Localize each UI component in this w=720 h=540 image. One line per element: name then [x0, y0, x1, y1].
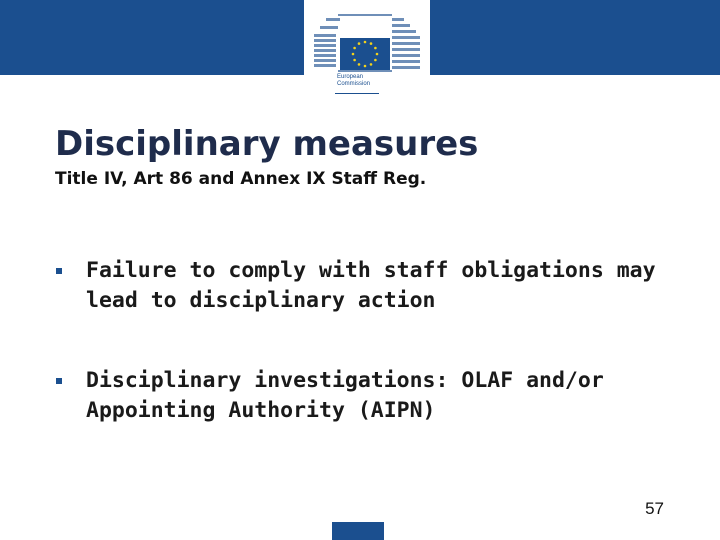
berlaymont-building-icon: [312, 4, 424, 74]
bullet-list: [56, 256, 696, 476]
bullet-item: [56, 256, 696, 316]
bullet-item: [56, 366, 696, 426]
footer-accent-bar: [332, 522, 384, 540]
square-bullet-icon: [56, 378, 62, 384]
logo-text-line: Commission: [337, 81, 371, 87]
slide-subtitle: Title IV, Art 86 and Annex IX Staff Reg.: [55, 169, 427, 189]
page-number: 57: [645, 499, 664, 518]
bullet-text: Failure to comply with staff obligations may lead to disciplinary action: [86, 258, 656, 313]
square-bullet-icon: [56, 268, 62, 274]
slide-title: Disciplinary measures: [55, 124, 479, 164]
european-commission-logo: [304, 0, 430, 98]
logo-divider: [335, 93, 379, 94]
bullet-text: Disciplinary investigations: OLAF and/or Appointing Authority (AIPN): [86, 368, 604, 423]
logo-text-line: European: [337, 74, 364, 80]
